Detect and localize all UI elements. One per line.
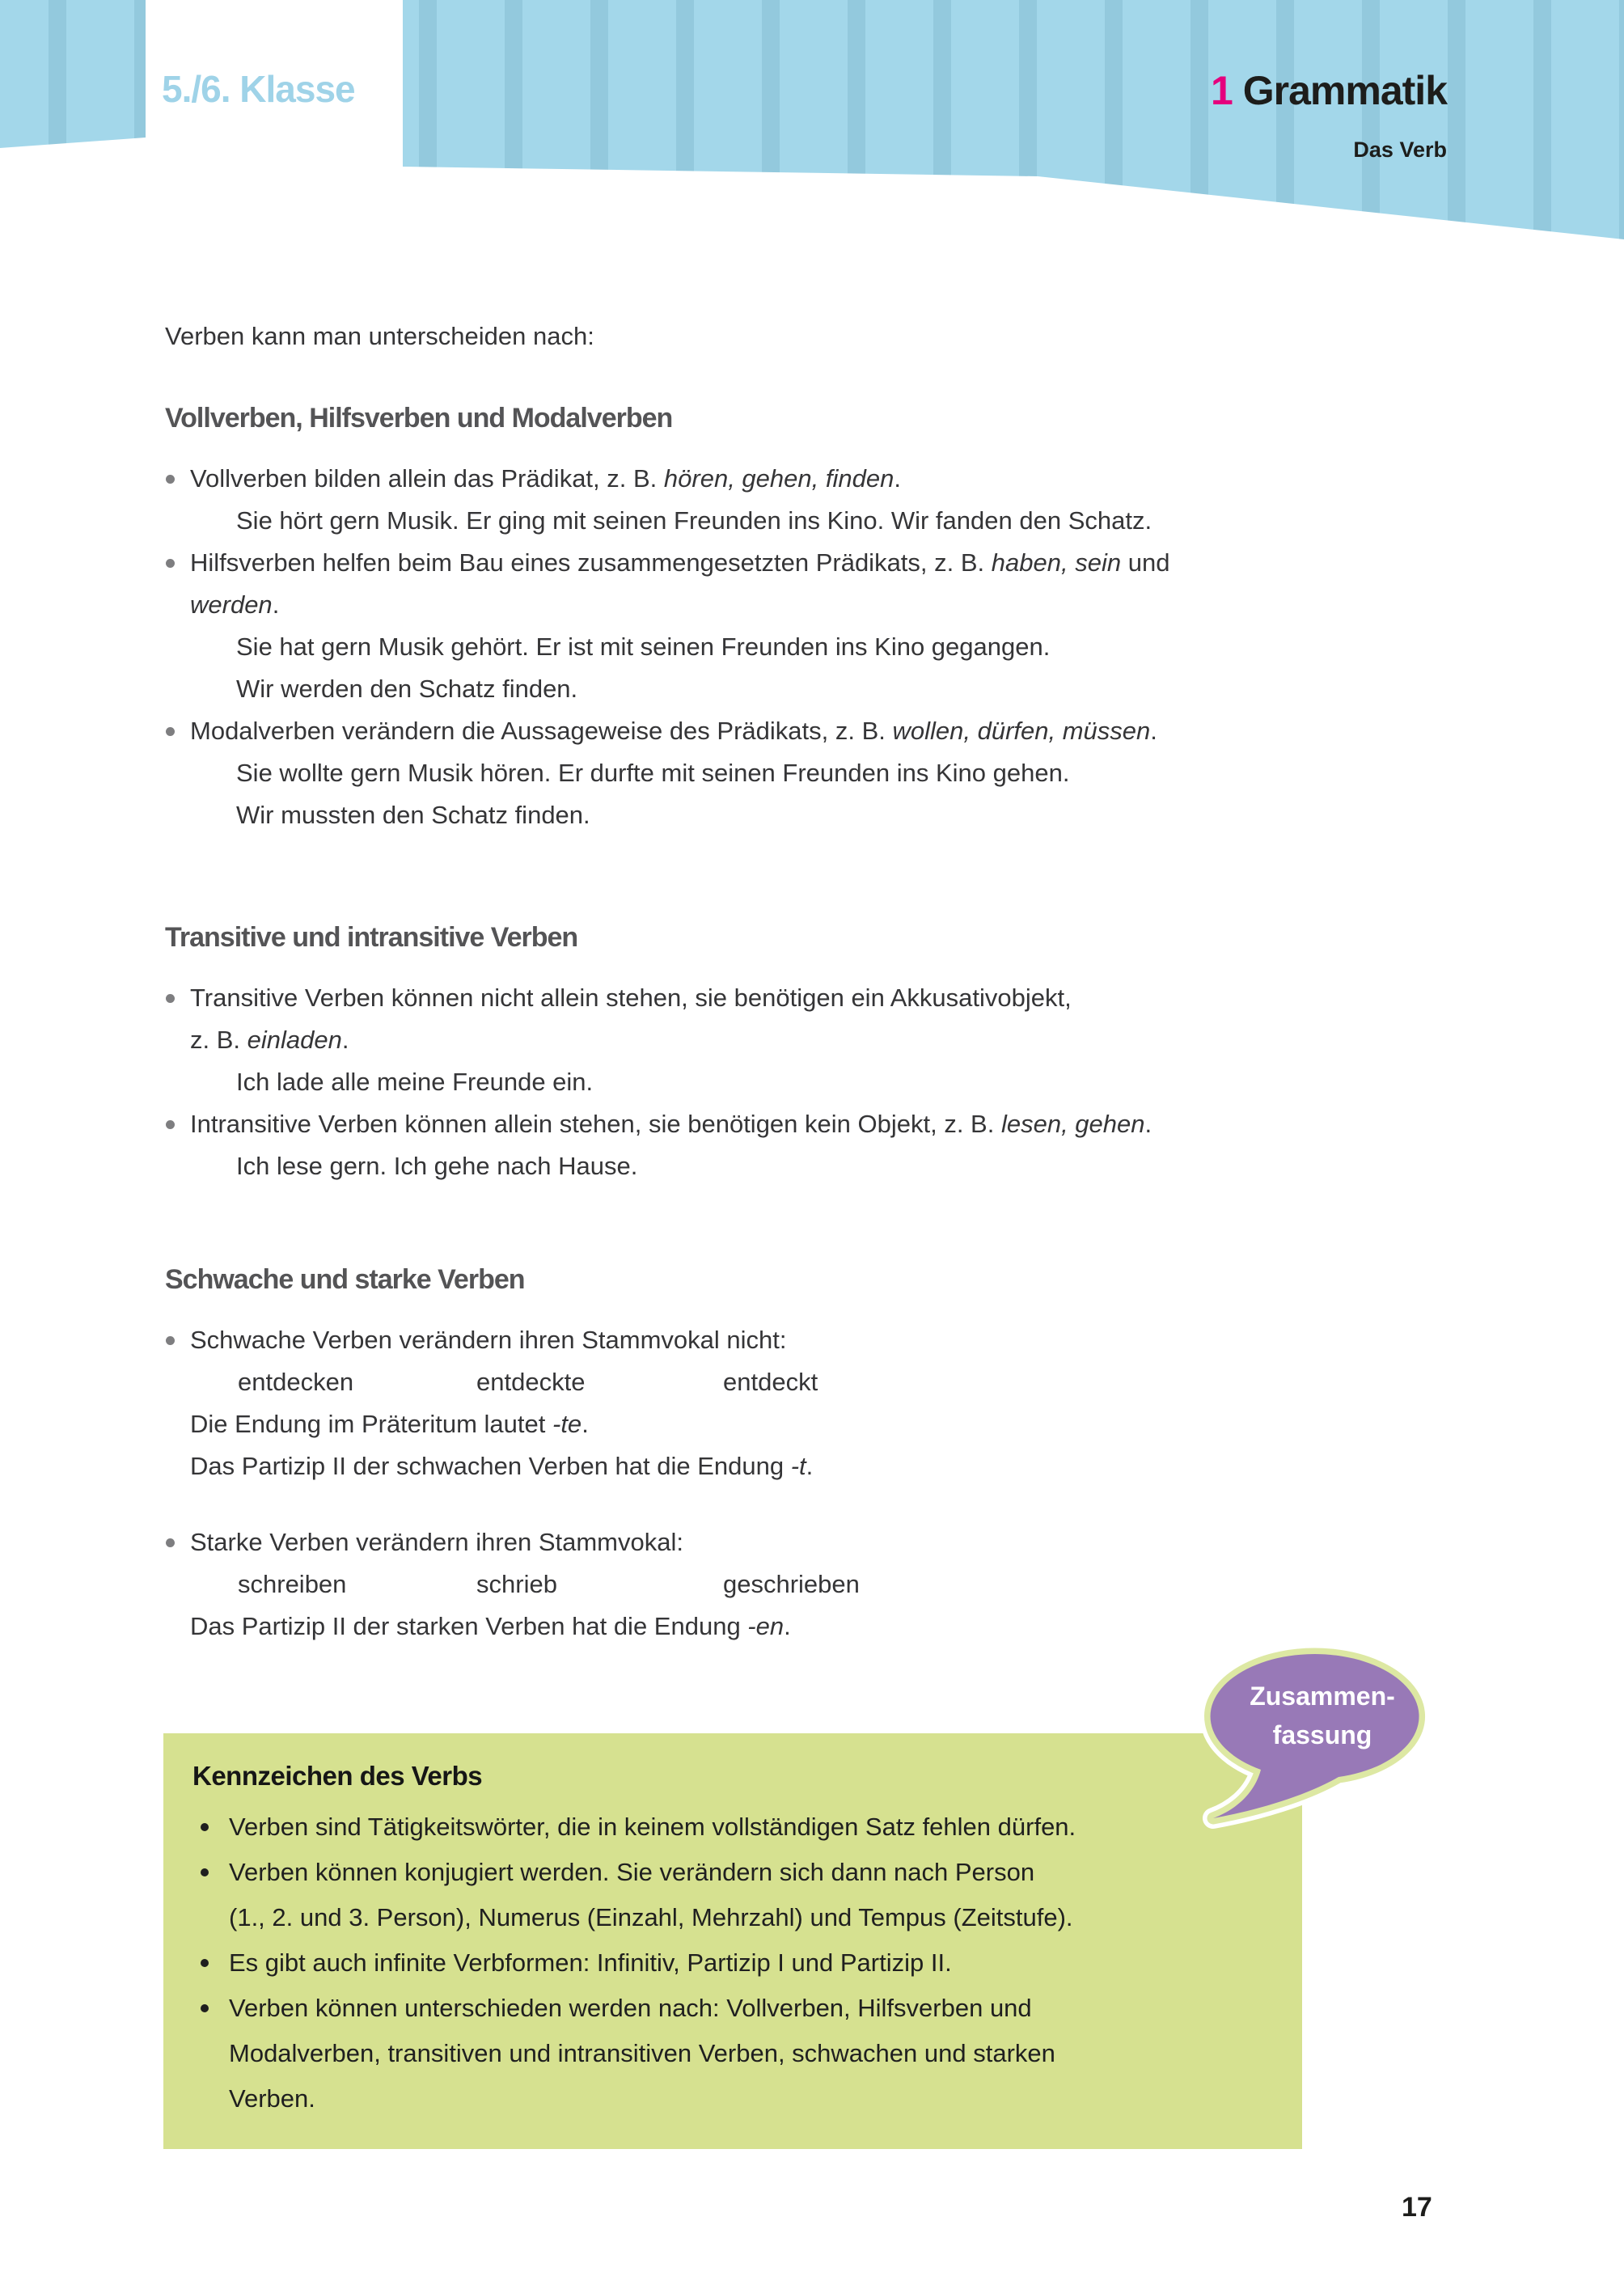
spacer xyxy=(165,1487,1524,1521)
header-banner-main xyxy=(403,0,1624,251)
verb-form: schreiben xyxy=(238,1570,347,1598)
bullet-line: Hilfsverben helfen beim Bau eines zusammengesetzten Prädikats, z. B. haben, sein und xyxy=(165,542,1524,584)
bullet-line: Intransitive Verben können allein stehen, sie benötigen kein Objekt, z. B. lesen, gehen. xyxy=(165,1103,1524,1145)
bullet-dot xyxy=(166,727,175,736)
summary-bullet-line: Verben sind Tätigkeitswörter, die in keinem vollständigen Satz fehlen dürfen. xyxy=(163,1804,1302,1850)
summary-bullet-line: Es gibt auch infinite Verbformen: Infinitiv, Partizip I und Partizip II. xyxy=(163,1940,1302,1986)
bullet-line: Schwache Verben verändern ihren Stammvokal nicht: xyxy=(165,1319,1524,1361)
grade-title: 5./6. Klasse xyxy=(162,68,355,110)
bullet-dot xyxy=(201,1959,209,1967)
text-line: Ich lese gern. Ich gehe nach Hause. xyxy=(236,1152,638,1180)
bullet-line: Transitive Verben können nicht allein stehen, sie benötigen ein Akkusativobjekt, xyxy=(165,977,1524,1019)
section-0 xyxy=(165,400,1524,836)
text-line: Ich lade alle meine Freunde ein. xyxy=(236,1068,594,1096)
bullet-dot xyxy=(166,1120,175,1129)
summary-box xyxy=(163,1733,1302,2149)
bullet-dot xyxy=(201,2004,209,2012)
summary-box-heading: Kennzeichen des Verbs xyxy=(192,1761,483,1791)
bullet-line: Starke Verben verändern ihren Stammvokal: xyxy=(165,1521,1524,1563)
chapter-title xyxy=(1211,70,1447,111)
text-line: z. B. einladen. xyxy=(190,1026,349,1054)
text-line: Sie wollte gern Musik hören. Er durfte mit seinen Freunden ins Kino gehen. xyxy=(236,759,1070,787)
summary-cont-line: Verben. xyxy=(229,2084,315,2113)
intro-paragraph: Verben kann man unterscheiden nach: xyxy=(165,322,594,350)
verb-form: entdeckt xyxy=(723,1368,818,1396)
verb-form: entdecken xyxy=(238,1368,354,1396)
bullet-dot xyxy=(201,1823,209,1831)
bullet-dot xyxy=(166,994,175,1003)
bullet-dot xyxy=(201,1868,209,1876)
section-heading: Transitive und intransitive Verben xyxy=(165,922,578,953)
bullet-dot xyxy=(166,1538,175,1547)
section-heading: Schwache und starke Verben xyxy=(165,1264,525,1295)
badge-text-line1: Zusammen- xyxy=(1250,1682,1395,1711)
verb-forms-row xyxy=(165,1563,1524,1606)
page-number: 17 xyxy=(1402,2192,1432,2223)
header-banner-left xyxy=(0,0,146,154)
summary-cont-line: (1., 2. und 3. Person), Numerus (Einzahl, Mehrzahl) und Tempus (Zeitstufe). xyxy=(229,1903,1073,1931)
summary-bullet-line: Verben können konjugiert werden. Sie verändern sich dann nach Person xyxy=(163,1850,1302,1895)
section-heading: Vollverben, Hilfsverben und Modalverben xyxy=(165,403,673,434)
section-subtitle: Das Verb xyxy=(1353,137,1447,162)
section-1 xyxy=(165,920,1524,1187)
text-line: Das Partizip II der starken Verben hat die Endung -en. xyxy=(190,1612,791,1640)
text-line: Die Endung im Präteritum lautet -te. xyxy=(190,1410,589,1438)
verb-form: entdeckte xyxy=(476,1368,586,1396)
bullet-line: Modalverben verändern die Aussageweise des Prädikats, z. B. wollen, dürfen, müssen. xyxy=(165,710,1524,752)
verb-form: schrieb xyxy=(476,1570,557,1598)
summary-bullet-line: Verben können unterschieden werden nach: Vollverben, Hilfsverben und xyxy=(163,1986,1302,2031)
text-line: Das Partizip II der schwachen Verben hat die Endung -t. xyxy=(190,1452,814,1480)
text-line: Wir werden den Schatz finden. xyxy=(236,675,578,703)
summary-cont-line: Modalverben, transitiven und intransitiven Verben, schwachen und starken xyxy=(229,2039,1055,2067)
verb-form: geschrieben xyxy=(723,1570,860,1598)
badge-text-line2: fassung xyxy=(1272,1720,1372,1749)
summary-box-list xyxy=(163,1804,1302,2122)
section-lines xyxy=(165,977,1524,1187)
bullet-dot xyxy=(166,1336,175,1345)
bullet-dot xyxy=(166,475,175,484)
text-line: Sie hört gern Musik. Er ging mit seinen Freunden ins Kino. Wir fanden den Schatz. xyxy=(236,506,1152,535)
text-line: Wir mussten den Schatz finden. xyxy=(236,801,590,829)
section-lines xyxy=(165,1319,1524,1648)
bullet-line: Vollverben bilden allein das Prädikat, z. B. hören, gehen, finden. xyxy=(165,458,1524,500)
text-line: werden. xyxy=(190,590,280,619)
summary-badge xyxy=(1177,1624,1468,1851)
text-line: Sie hat gern Musik gehört. Er ist mit seinen Freunden ins Kino gegangen. xyxy=(236,632,1051,661)
chapter-number: 1 xyxy=(1211,68,1233,113)
section-lines xyxy=(165,458,1524,836)
bullet-dot xyxy=(166,559,175,568)
section-2 xyxy=(165,1262,1524,1648)
verb-forms-row xyxy=(165,1361,1524,1403)
chapter-title-label: Grammatik xyxy=(1242,68,1447,113)
